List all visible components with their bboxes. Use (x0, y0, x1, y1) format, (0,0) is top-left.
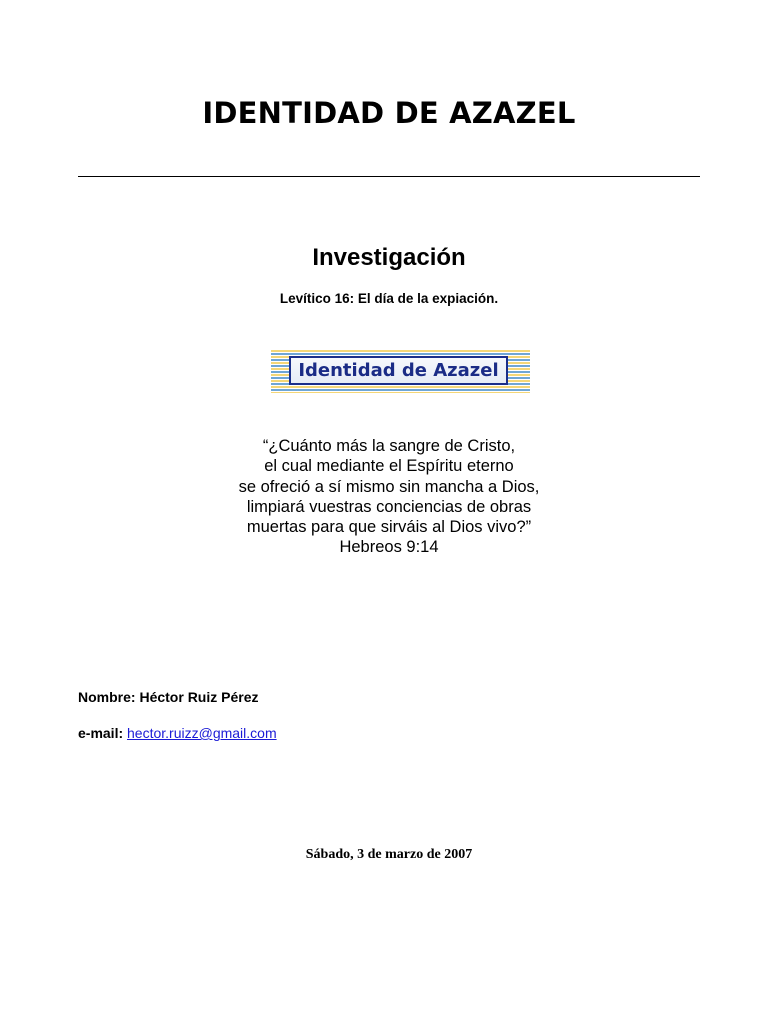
quote-line: muertas para que sirváis al Dios vivo?” (246, 518, 532, 537)
banner-text: Identidad de Azazel (298, 360, 499, 381)
author-email-line (78, 725, 277, 741)
email-link[interactable]: hector.ruizz@gmail.com (127, 725, 277, 741)
author-name-line (78, 689, 259, 705)
name-label: Nombre: (78, 689, 136, 705)
document-date: Sábado, 3 de marzo de 2007 (305, 847, 473, 862)
quote-line: el cual mediante el Espíritu eterno (264, 457, 514, 476)
author-name: Héctor Ruiz Pérez (139, 689, 259, 705)
bible-quote (0, 436, 768, 558)
quote-line: limpiará vuestras conciencias de obras (246, 497, 532, 516)
horizontal-divider (78, 176, 700, 177)
email-label: e-mail: (78, 725, 124, 741)
document-title: IDENTIDAD DE AZAZEL (202, 96, 576, 130)
banner-frame (289, 356, 508, 385)
quote-line: “¿Cuánto más la sangre de Cristo, (262, 437, 516, 455)
scripture-reference: Levítico 16: El día de la expiación. (279, 291, 499, 306)
title-banner-image (271, 350, 530, 393)
quote-citation: Hebreos 9:14 (339, 538, 439, 557)
document-subtitle: Investigación (312, 244, 466, 271)
quote-line: se ofreció a sí mismo sin mancha a Dios, (238, 477, 540, 496)
